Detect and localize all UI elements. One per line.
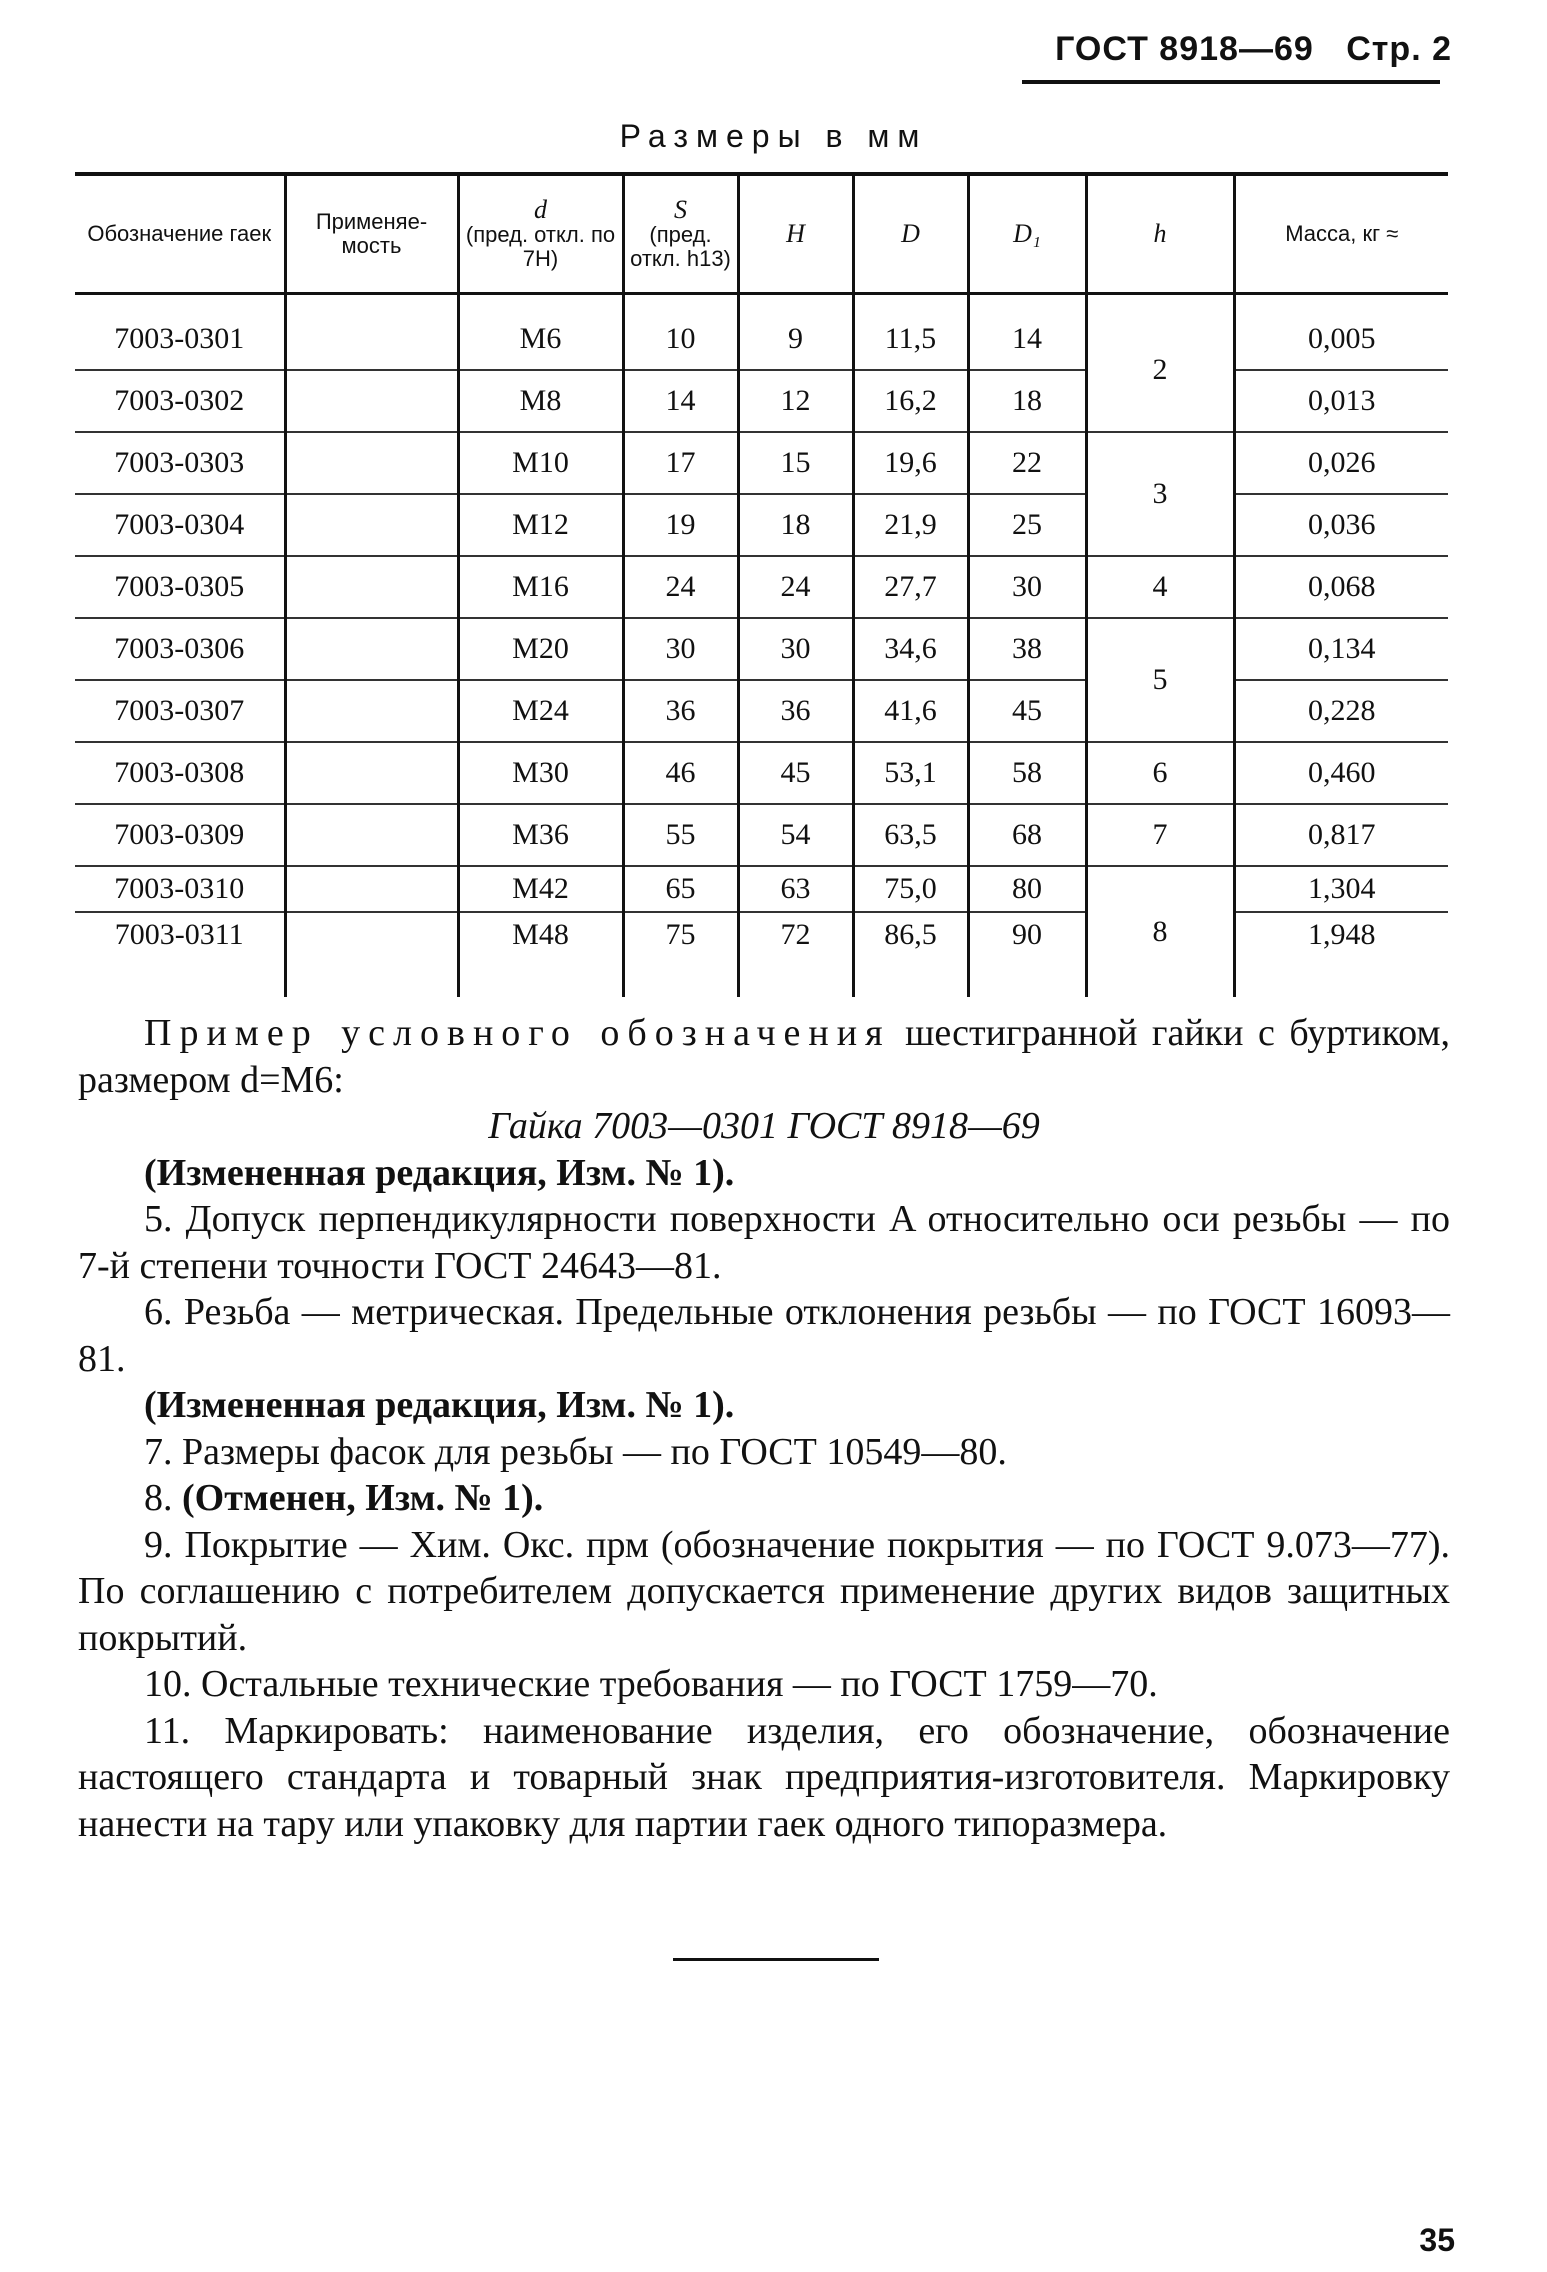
- table-row: [75, 866, 1448, 912]
- cell-code: 7003-0305: [75, 556, 285, 618]
- cell-d: M8: [458, 370, 623, 432]
- page-number: 35: [1419, 2222, 1455, 2258]
- cell-D: 19,6: [853, 432, 968, 494]
- cell-d: M48: [458, 912, 623, 997]
- cell-s: 46: [623, 742, 738, 804]
- cell-code: 7003-0311: [114, 918, 244, 951]
- item-8: 8. (Отменен, Изм. № 1).: [144, 1477, 544, 1519]
- designation-example: Пример условного обозначения шестигранной гайки с буртиком, размером d=M6:: [78, 1012, 1451, 1101]
- cell-use: [285, 556, 458, 618]
- cell-mass: 0,134: [1234, 618, 1448, 680]
- change-note: (Измененная редакция, Изм. № 1).: [144, 1384, 735, 1426]
- body-text: [78, 1010, 1450, 1847]
- cell-s: 19: [623, 494, 738, 556]
- cell-s: 14: [623, 370, 738, 432]
- table-row: [75, 618, 1448, 680]
- cell-H: 72: [738, 912, 853, 997]
- cell-mass: 0,460: [1234, 742, 1448, 804]
- cell-mass: 0,013: [1234, 370, 1448, 432]
- header-mass: Масса, кг ≈: [1234, 174, 1448, 294]
- cell-s: 55: [623, 804, 738, 866]
- cell-code: 7003-0309: [75, 804, 285, 866]
- cell-use: [285, 370, 458, 432]
- cell-d: M6: [458, 294, 623, 371]
- cell-d: M16: [458, 556, 623, 618]
- cell-D1: 58: [968, 742, 1086, 804]
- table-row: [75, 556, 1448, 618]
- cell-D1: 45: [968, 680, 1086, 742]
- table-row: [75, 804, 1448, 866]
- cell-code: 7003-0307: [75, 680, 285, 742]
- cell-D: 63,5: [853, 804, 968, 866]
- cell-mass: 0,026: [1234, 432, 1448, 494]
- cell-D: 53,1: [853, 742, 968, 804]
- header-H: H: [738, 174, 853, 294]
- table-row: [75, 680, 1448, 742]
- cell-H: 36: [738, 680, 853, 742]
- cell-H: 54: [738, 804, 853, 866]
- designation-line: Гайка 7003—0301 ГОСТ 8918—69: [488, 1105, 1040, 1147]
- cell-s: 30: [623, 618, 738, 680]
- header-rule: [1022, 80, 1440, 84]
- item-6: 6. Резьба — метрическая. Предельные отклонения резьбы — по ГОСТ 16093—81.: [78, 1291, 1450, 1380]
- cell-mass: 1,304: [1234, 866, 1448, 912]
- item-7: 7. Размеры фасок для резьбы — по ГОСТ 10549—80.: [144, 1430, 1007, 1473]
- cell-use: [285, 912, 458, 997]
- cell-mass: 0,068: [1234, 556, 1448, 618]
- cell-d: M20: [458, 618, 623, 680]
- cell-d: M12: [458, 494, 623, 556]
- cell-D1: 14: [968, 294, 1086, 371]
- cell-d: M30: [458, 742, 623, 804]
- cell-code: 7003-0310: [75, 866, 285, 912]
- cell-D: 34,6: [853, 618, 968, 680]
- cell-D1: 30: [968, 556, 1086, 618]
- cell-use: [285, 294, 458, 371]
- cell-D1: 80: [968, 866, 1086, 912]
- cell-D1: 68: [968, 804, 1086, 866]
- cell-D1: 25: [968, 494, 1086, 556]
- cell-d: M24: [458, 680, 623, 742]
- table-row: [75, 912, 1448, 997]
- cell-mass: 0,005: [1234, 294, 1448, 371]
- header-row: [75, 174, 1448, 294]
- cell-H: 12: [738, 370, 853, 432]
- cell-code: 7003-0304: [75, 494, 285, 556]
- cell-D: 86,5: [853, 912, 968, 997]
- cell-code: 7003-0303: [75, 432, 285, 494]
- cell-H: 63: [738, 866, 853, 912]
- running-head: [1033, 30, 1452, 69]
- table-row: [75, 742, 1448, 804]
- item-10: 10. Остальные технические требования — по ГОСТ 1759—70.: [144, 1663, 1158, 1705]
- table-caption: Размеры в мм: [619, 118, 928, 154]
- cell-mass: 0,817: [1234, 804, 1448, 866]
- cell-use: [285, 494, 458, 556]
- cell-use: [285, 804, 458, 866]
- cell-d: M42: [458, 866, 623, 912]
- cell-D: 11,5: [853, 294, 968, 371]
- cell-h: 8: [1086, 866, 1234, 997]
- cell-h: 3: [1086, 432, 1234, 556]
- cell-s: 75: [623, 912, 738, 997]
- change-note: (Измененная редакция, Изм. № 1).: [144, 1151, 735, 1194]
- standard-number: ГОСТ 8918—69: [1055, 30, 1314, 68]
- cell-H: 45: [738, 742, 853, 804]
- cell-use: [285, 742, 458, 804]
- cell-code: 7003-0301: [75, 294, 285, 371]
- cell-D1: 22: [968, 432, 1086, 494]
- cell-s: 65: [623, 866, 738, 912]
- header-applicability: Применяе-мость: [285, 174, 458, 294]
- cell-D: 27,7: [853, 556, 968, 618]
- cell-H: 9: [738, 294, 853, 371]
- table-row: [75, 432, 1448, 494]
- header-code: Обозначение гаек: [75, 174, 285, 294]
- closing-rule: [673, 1958, 879, 1961]
- header-d: d (пред. откл. по 7H): [458, 174, 623, 294]
- cell-D1: 18: [968, 370, 1086, 432]
- header-D1: D₁: [968, 174, 1086, 294]
- cell-D: 16,2: [853, 370, 968, 432]
- cell-h: 5: [1086, 618, 1234, 742]
- cell-s: 24: [623, 556, 738, 618]
- cell-mass: 1,948: [1234, 912, 1448, 997]
- table-row: [75, 370, 1448, 432]
- header-h: h: [1086, 174, 1234, 294]
- item-11: 11. Маркировать: наименование изделия, его обозначение, обозначение настоящего стандарта и товарный знак предприятия-изготовителя. Маркировку нанести на тару или упаковку для партии гаек одного типоразмера.: [78, 1709, 1450, 1845]
- cell-H: 30: [738, 618, 853, 680]
- cell-mass: 0,228: [1234, 680, 1448, 742]
- cell-h: 4: [1086, 556, 1234, 618]
- page-label: Стр. 2: [1346, 30, 1452, 68]
- cell-code: 7003-0308: [75, 742, 285, 804]
- cell-s: 17: [623, 432, 738, 494]
- cell-D: 21,9: [853, 494, 968, 556]
- cell-use: [285, 866, 458, 912]
- cell-H: 24: [738, 556, 853, 618]
- cell-h: 7: [1086, 804, 1234, 866]
- cell-mass: 0,036: [1234, 494, 1448, 556]
- header-s: S (пред. откл. h13): [623, 174, 738, 294]
- cell-s: 36: [623, 680, 738, 742]
- cell-s: 10: [623, 294, 738, 371]
- cell-use: [285, 680, 458, 742]
- table-body: [75, 294, 1448, 998]
- item-5: 5. Допуск перпендикулярности поверхности A относительно оси резьбы — по 7-й степени точности ГОСТ 24643—81.: [78, 1198, 1450, 1287]
- cell-H: 18: [738, 494, 853, 556]
- cell-H: 15: [738, 432, 853, 494]
- cell-D: 75,0: [853, 866, 968, 912]
- cell-D: 41,6: [853, 680, 968, 742]
- table-row: [75, 494, 1448, 556]
- cell-D1: 38: [968, 618, 1086, 680]
- header-D: D: [853, 174, 968, 294]
- table-row: [75, 294, 1448, 371]
- cell-code: 7003-0306: [75, 618, 285, 680]
- dimensions-table: [75, 172, 1448, 997]
- cell-h: 6: [1086, 742, 1234, 804]
- cell-d: M10: [458, 432, 623, 494]
- cell-code: 7003-0302: [75, 370, 285, 432]
- cell-use: [285, 618, 458, 680]
- item-9: 9. Покрытие — Хим. Окс. прм (обозначение покрытия — по ГОСТ 9.073—77). По соглашению с потребителем допускается применение других видов защитных покрытий.: [78, 1523, 1450, 1659]
- cell-D1: 90: [968, 912, 1086, 997]
- cell-h: 2: [1086, 294, 1234, 433]
- cell-d: M36: [458, 804, 623, 866]
- cell-use: [285, 432, 458, 494]
